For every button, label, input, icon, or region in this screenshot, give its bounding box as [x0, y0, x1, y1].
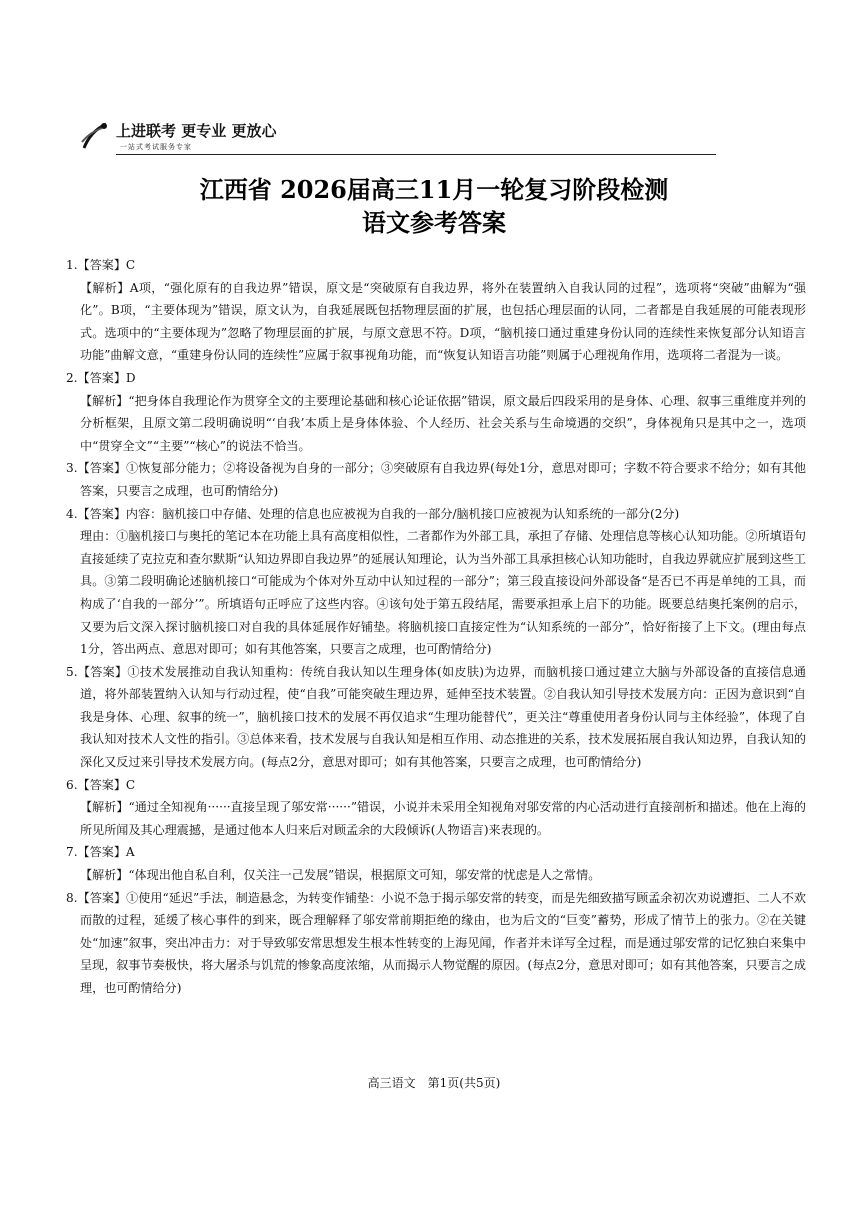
page-title: 江西省 2026届高三11月一轮复习阶段检测 — [199, 175, 669, 204]
answer-key-2: 2.【答案】D — [66, 370, 136, 385]
answer-item-3 — [66, 457, 806, 502]
answer-key-5: 5.【答案】①技术发展推动自我认知重构：传统自我认知以生理身体(如皮肤)为边界，而脑机接口通过建立大脑与外部设备的直接信息通道，将外部装置纳入认知与行动过程，使“自我”可能突破生理边界，延伸至技术装置。②自我认知引导技术发展方向：正因为意识到“自我是身体、心理、叙事的统一”，脑机接口技术的发展不再仅追求“生理功能替代”，更关注“尊重使用者身份认同与主体经验”，体现了自我认知对技术人文性的指引。③总体来看，技术发展与自我认知是相互作用、动态推进的关系，技术发展拓展自我认知边界，自我认知的深化又反过来引导技术发展方向。(每点2分，意思对即可；如有其他答案，只要言之成理，也可酌情给分) — [66, 664, 806, 770]
header — [78, 118, 718, 158]
answer-item-7 — [66, 841, 806, 886]
analysis-7: 【解析】“体现出他自私自利，仅关注一己发展”错误，根据原文可知，邬安常的忧虑是人之常情。 — [80, 868, 601, 883]
header-divider — [116, 154, 716, 155]
answer-item-1 — [66, 254, 806, 367]
analysis-2: 【解析】“把身体自我理论作为贯穿全文的主要理论基础和核心论证依据”错误，原文最后四段采用的是身体、心理、叙事三重维度并列的分析框架，且原文第二段明确说明“‘自我’本质上是身体体验、个人经历、社会关系与生命境遇的交织”，身体视角只是其中之一，选项中“贯穿全文”“主要”“核心”的说法不恰当。 — [80, 393, 806, 453]
answer-key-8: 8.【答案】①使用“延迟”手法，制造悬念，为转变作铺垫：小说不急于揭示邬安常的转变，而是先细致描写顾孟余初次劝说遭拒、二人不欢而散的过程，延缓了核心事件的到来，既合理解释了邬安常前期拒绝的缘由，也为后文的“巨变”蓄势，形成了情节上的张力。②在关键处“加速”叙事，突出冲击力：对于导致邬安常思想发生根本性转变的上海见闻，作者并未详写全过程，而是通过邬安常的记忆独白来集中呈现，叙事节奏极快，将大屠杀与饥荒的惨象高度浓缩，从而揭示人物觉醒的原因。(每点2分，意思对即可；如有其他答案，只要言之成理，也可酌情给分) — [66, 890, 806, 995]
page-subtitle: 语文参考答案 — [362, 208, 506, 237]
answer-item-5 — [66, 661, 806, 774]
answer-key-1: 1.【答案】C — [66, 258, 136, 272]
answer-item-8 — [66, 887, 806, 1000]
analysis-6: 【解析】“通过全知视角······直接呈现了邬安常······”错误，小说并未采用全知视角对邬安常的内心活动进行直接剖析和描述。他在上海的所见所闻及其心理震撼，是通过他本人归来后对顾孟余的大段倾诉(人物语言)来表现的。 — [80, 800, 806, 837]
answer-body — [66, 254, 806, 1000]
answer-item-2 — [66, 367, 806, 457]
logo-icon — [78, 120, 112, 154]
answer-key-4: 4.【答案】内容：脑机接口中存储、处理的信息也应被视为自我的一部分/脑机接口应被视为认知系统的一部分(2分) — [66, 506, 680, 521]
answer-item-4 — [66, 503, 806, 661]
analysis-1: 【解析】A项，“强化原有的自我边界”错误，原文是“突破原有自我边界，将外在装置纳入自我认同的过程”，选项将“突破”曲解为“强化”。B项，“主要体现为”错误，原文认为，自我延展既包括物理层面的扩展，也包括心理层面的认同，二者都是自我延展的可能表现形式。选项中的“主要体现为”忽略了物理层面的扩展，与原文意思不符。D项，“脑机接口通过重建身份认同的连续性来恢复部分认知语言功能”曲解文意，“重建身份认同的连续性”应属于叙事视角功能，而“恢复认知语言功能”则属于心理视角作用，选项将二者混为一谈。 — [80, 280, 806, 363]
logo-slogan: 上进联考 更专业 更放心 — [116, 122, 277, 140]
page-footer: 高三语文 第1页(共5页) — [367, 1076, 501, 1090]
answer-key-6: 6.【答案】C — [66, 777, 136, 792]
answer-key-7: 7.【答案】A — [66, 845, 135, 860]
analysis-4: 理由：①脑机接口与奥托的笔记本在功能上具有高度相似性，二者都作为外部工具，承担了存储、处理信息等核心认知功能。②所填语句直接延续了克拉克和查尔默斯“认知边界即自我边界”的延展认知理论，认为当外部工具承担核心认知功能时，自我边界就应扩展到这些工具。③第二段明确论述脑机接口“可能成为个体对外互动中认知过程的一部分”；第三段直接设问外部设备“是否已不再是单纯的工具，而构成了‘自我的一部分’”。所填语句正呼应了这些内容。④该句处于第五段结尾，需要承担承上启下的功能。既要总结奥托案例的启示，又要为后文深入探讨脑机接口对自我的具体延展作好铺垫。将脑机接口直接定性为“认知系统的一部分”，恰好衔接了上下文。(理由每点1分，答出两点、意思对即可；如有其他答案，只要言之成理，也可酌情给分) — [80, 529, 806, 657]
answer-key-3: 3.【答案】①恢复部分能力；②将设备视为自身的一部分；③突破原有自我边界(每处1分，意思对即可；字数不符合要求不给分；如有其他答案，只要言之成理，也可酌情给分) — [66, 461, 806, 498]
logo-subslogan: 一站式考试服务专家 — [120, 143, 192, 151]
answer-item-6 — [66, 774, 806, 842]
